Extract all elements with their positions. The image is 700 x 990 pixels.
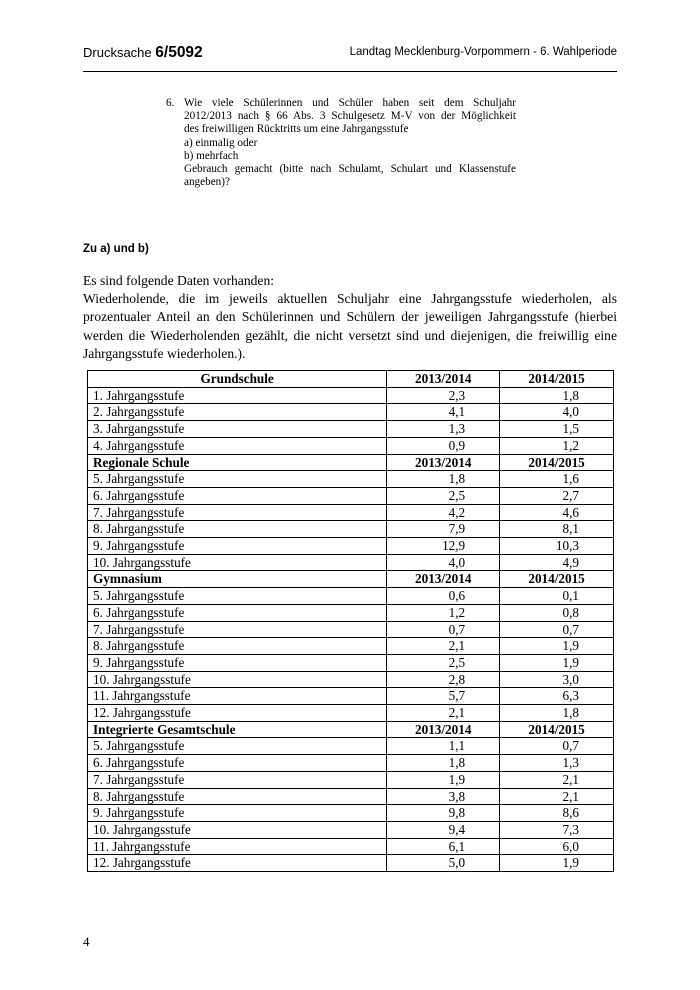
value-cell: 1,2 — [387, 604, 500, 621]
question-line: Gebrauch gemacht (bitte nach Schulamt, Schulart und Klassenstufe — [184, 163, 516, 176]
grade-cell: 6. Jahrgangsstufe — [88, 487, 387, 504]
grade-cell: 8. Jahrgangsstufe — [88, 521, 387, 538]
value-cell: 2,5 — [387, 654, 500, 671]
value-cell: 12,9 — [387, 538, 500, 555]
table-row — [88, 538, 614, 555]
value-cell: 2,5 — [387, 487, 500, 504]
section-title: Grundschule — [88, 371, 387, 388]
section-header-row — [88, 371, 614, 388]
table-row — [88, 504, 614, 521]
intro-line: prozentualer Anteil an den Schülerinnen und Schülern der jeweiligen Jahrgangsstufe (hierbei — [83, 309, 617, 325]
table-row — [88, 788, 614, 805]
value-cell: 6,3 — [500, 688, 614, 705]
section-title: Gymnasium — [88, 571, 387, 588]
value-cell: 8,1 — [500, 521, 614, 538]
question-line: angeben)? — [184, 176, 230, 189]
value-cell: 2,1 — [387, 705, 500, 722]
value-cell: 6,0 — [500, 838, 614, 855]
grade-cell: 8. Jahrgangsstufe — [88, 788, 387, 805]
grade-cell: 9. Jahrgangsstufe — [88, 538, 387, 555]
grade-cell: 5. Jahrgangsstufe — [88, 738, 387, 755]
grade-cell: 1. Jahrgangsstufe — [88, 387, 387, 404]
year-header: 2013/2014 — [387, 454, 500, 471]
page-number: 4 — [83, 934, 90, 949]
year-header: 2014/2015 — [500, 454, 614, 471]
year-header: 2013/2014 — [387, 721, 500, 738]
grade-cell: 10. Jahrgangsstufe — [88, 554, 387, 571]
table-row — [88, 421, 614, 438]
value-cell: 0,6 — [387, 588, 500, 605]
value-cell: 1,1 — [387, 738, 500, 755]
value-cell: 1,5 — [500, 421, 614, 438]
value-cell: 10,3 — [500, 538, 614, 555]
section-title: Regionale Schule — [88, 454, 387, 471]
value-cell: 4,0 — [500, 404, 614, 421]
grade-cell: 6. Jahrgangsstufe — [88, 755, 387, 772]
table-row — [88, 671, 614, 688]
repeaters-table — [87, 370, 614, 872]
value-cell: 0,1 — [500, 588, 614, 605]
grade-cell: 7. Jahrgangsstufe — [88, 771, 387, 788]
grade-cell: 5. Jahrgangsstufe — [88, 471, 387, 488]
section-header-row — [88, 721, 614, 738]
table-row — [88, 838, 614, 855]
value-cell: 1,9 — [387, 771, 500, 788]
answer-heading: Zu a) und b) — [83, 243, 149, 255]
table-row — [88, 554, 614, 571]
grade-cell: 5. Jahrgangsstufe — [88, 588, 387, 605]
answer-intro — [83, 272, 617, 363]
grade-cell: 8. Jahrgangsstufe — [88, 638, 387, 655]
value-cell: 5,7 — [387, 688, 500, 705]
table-row — [88, 621, 614, 638]
header-parliament: Landtag Mecklenburg-Vorpommern - 6. Wahlperiode — [349, 46, 617, 58]
grade-cell: 9. Jahrgangsstufe — [88, 654, 387, 671]
table-row — [88, 604, 614, 621]
value-cell: 9,4 — [387, 821, 500, 838]
value-cell: 3,8 — [387, 788, 500, 805]
table-row — [88, 705, 614, 722]
table-row — [88, 755, 614, 772]
value-cell: 0,7 — [500, 738, 614, 755]
table-row — [88, 638, 614, 655]
intro-line: Jahrgangsstufe wiederholen.). — [83, 345, 246, 361]
grade-cell: 4. Jahrgangsstufe — [88, 437, 387, 454]
question-line: Wie viele Schülerinnen und Schüler haben seit dem Schuljahr — [184, 97, 516, 109]
grade-cell: 10. Jahrgangsstufe — [88, 671, 387, 688]
drucksache-label: Drucksache — [83, 45, 152, 60]
grade-cell: 12. Jahrgangsstufe — [88, 855, 387, 872]
grade-cell: 3. Jahrgangsstufe — [88, 421, 387, 438]
grade-cell: 12. Jahrgangsstufe — [88, 705, 387, 722]
value-cell: 4,0 — [387, 554, 500, 571]
question-option-a: a) einmalig oder — [184, 136, 258, 149]
year-header: 2013/2014 — [387, 571, 500, 588]
table-row — [88, 437, 614, 454]
value-cell: 1,8 — [387, 755, 500, 772]
grade-cell: 6. Jahrgangsstufe — [88, 604, 387, 621]
table-row — [88, 771, 614, 788]
value-cell: 2,1 — [387, 638, 500, 655]
table-row — [88, 805, 614, 822]
year-header: 2014/2015 — [500, 571, 614, 588]
value-cell: 0,9 — [387, 437, 500, 454]
grade-cell: 7. Jahrgangsstufe — [88, 504, 387, 521]
grade-cell: 10. Jahrgangsstufe — [88, 821, 387, 838]
value-cell: 7,3 — [500, 821, 614, 838]
value-cell: 1,9 — [500, 654, 614, 671]
value-cell: 1,3 — [500, 755, 614, 772]
year-header: 2014/2015 — [500, 721, 614, 738]
question-option-b: b) mehrfach — [184, 149, 239, 162]
value-cell: 4,6 — [500, 504, 614, 521]
table-row — [88, 654, 614, 671]
table-row — [88, 387, 614, 404]
question-line: des freiwilligen Rücktritts um eine Jahrgangsstufe — [184, 123, 409, 136]
value-cell: 8,6 — [500, 805, 614, 822]
value-cell: 4,2 — [387, 504, 500, 521]
grade-cell: 11. Jahrgangsstufe — [88, 688, 387, 705]
value-cell: 9,8 — [387, 805, 500, 822]
header-divider — [83, 71, 617, 72]
table-row — [88, 855, 614, 872]
value-cell: 1,8 — [500, 387, 614, 404]
value-cell: 4,9 — [500, 554, 614, 571]
value-cell: 2,7 — [500, 487, 614, 504]
table-row — [88, 404, 614, 421]
value-cell: 2,1 — [500, 788, 614, 805]
question-number: 6. — [166, 97, 175, 109]
section-header-row — [88, 571, 614, 588]
value-cell: 1,3 — [387, 421, 500, 438]
intro-line: Wiederholende, die im jeweils aktuellen Schuljahr eine Jahrgangsstufe wiederholen, als — [83, 291, 617, 307]
table-row — [88, 471, 614, 488]
table-row — [88, 588, 614, 605]
value-cell: 2,3 — [387, 387, 500, 404]
header-drucksache — [83, 44, 203, 62]
value-cell: 1,8 — [500, 705, 614, 722]
table-row — [88, 738, 614, 755]
value-cell: 2,1 — [500, 771, 614, 788]
value-cell: 0,7 — [387, 621, 500, 638]
grade-cell: 9. Jahrgangsstufe — [88, 805, 387, 822]
section-title: Integrierte Gesamtschule — [88, 721, 387, 738]
value-cell: 4,1 — [387, 404, 500, 421]
value-cell: 1,2 — [500, 437, 614, 454]
table-row — [88, 688, 614, 705]
intro-line: werden die Wiederholenden gezählt, die nicht versetzt sind und diejenigen, die freiwillig eine — [83, 327, 617, 343]
value-cell: 1,9 — [500, 638, 614, 655]
value-cell: 6,1 — [387, 838, 500, 855]
value-cell: 1,8 — [387, 471, 500, 488]
value-cell: 3,0 — [500, 671, 614, 688]
grade-cell: 2. Jahrgangsstufe — [88, 404, 387, 421]
value-cell: 7,9 — [387, 521, 500, 538]
question-block — [166, 97, 516, 189]
table-row — [88, 487, 614, 504]
value-cell: 1,6 — [500, 471, 614, 488]
value-cell: 2,8 — [387, 671, 500, 688]
value-cell: 1,9 — [500, 855, 614, 872]
value-cell: 0,7 — [500, 621, 614, 638]
value-cell: 5,0 — [387, 855, 500, 872]
table-row — [88, 521, 614, 538]
section-header-row — [88, 454, 614, 471]
question-line: 2012/2013 nach § 66 Abs. 3 Schulgesetz M-V von der Möglichkeit — [184, 110, 516, 123]
table-row — [88, 821, 614, 838]
year-header: 2014/2015 — [500, 371, 614, 388]
intro-line: Es sind folgende Daten vorhanden: — [83, 273, 275, 288]
value-cell: 0,8 — [500, 604, 614, 621]
year-header: 2013/2014 — [387, 371, 500, 388]
grade-cell: 11. Jahrgangsstufe — [88, 838, 387, 855]
grade-cell: 7. Jahrgangsstufe — [88, 621, 387, 638]
drucksache-number: 6/5092 — [155, 44, 203, 61]
